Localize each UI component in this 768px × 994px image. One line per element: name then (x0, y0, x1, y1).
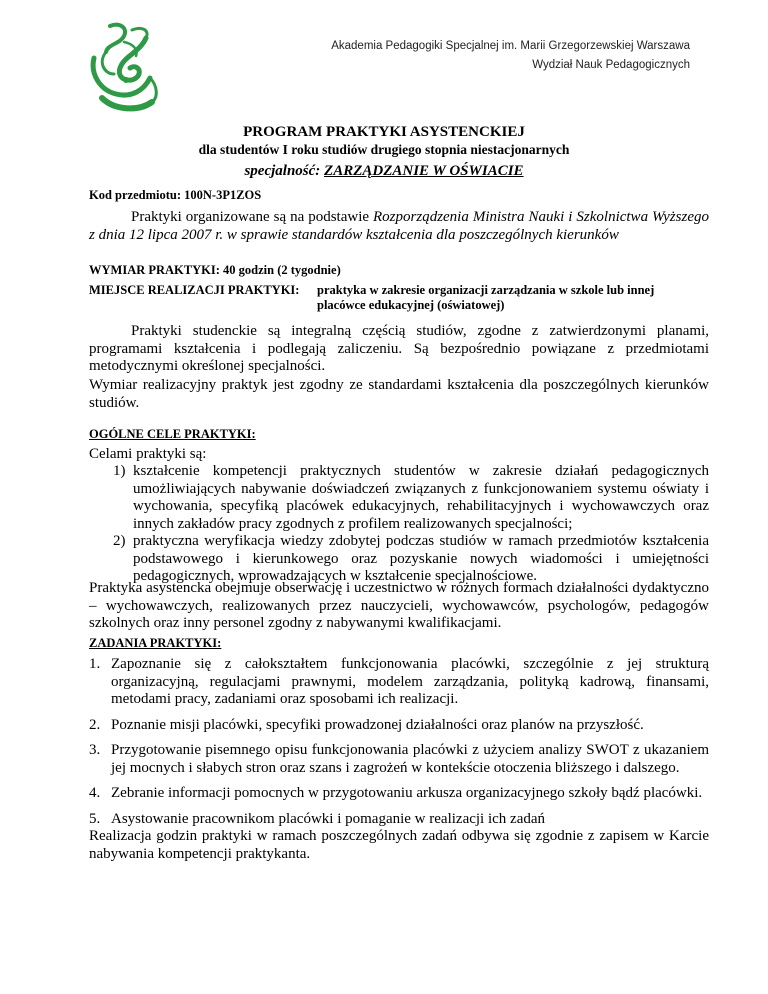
place-value-line1: praktyka w zakresie organizacji zarządzania w szkole lub innej (317, 283, 655, 297)
intro-paragraph: Praktyki studenckie są integralną częścią studiów, zgodne z zatwierdzonymi planami, programami kształcenia i podlegają zaliczeniu. Są bezpośrednio powiązane z przedmiotami metodycznymi określonej specjalności. (89, 323, 709, 374)
specialty-value: ZARZĄDZANIE W OŚWIACIE (324, 163, 524, 179)
basis-regulation: Rozporządzenia Ministra Nauki i Szkolnictwa Wyższego z dnia 12 lipca 2007 r. w sprawie standardów kształcenia dla poszczególnych kierunków (89, 209, 709, 243)
list-item-number: 2. (89, 716, 101, 733)
scope-paragraph: Wymiar realizacyjny praktyk jest zgodny ze standardami kształcenia dla poszczególnych kierunków studiów. (89, 377, 709, 411)
list-item-text: kształcenie kompetencji praktycznych studentów w zakresie działań pedagogicznych umożliwiających nabywanie doświadczeń związanych z funkcjonowaniem systemu oświaty i wychowania, specyfiką placówek edukacyjnych, rehabilitacyjnych i wychowawczych oraz innych zakładów pracy zgodnych z profilem realizowanych specjalności; (133, 463, 709, 532)
place-label: MIEJSCE REALIZACJI PRAKTYKI: (89, 283, 300, 297)
list-item (89, 742, 709, 777)
goals-heading: OGÓLNE CELE PRAKTYKI: (89, 427, 256, 441)
place-value (317, 283, 707, 313)
list-item-number: 2) (113, 533, 126, 549)
specialty-line (0, 163, 768, 180)
faculty-name: Wydział Nauk Pedagogicznych (532, 59, 690, 71)
scope-value: 40 godzin (2 tygodnie) (223, 263, 341, 277)
list-item-number: 1. (89, 656, 101, 672)
basis-text: Praktyki organizowane są na podstawie (131, 209, 374, 225)
list-item (89, 463, 709, 533)
list-item-text: Poznanie misji placówki, specyfiki prowadzonej działalności oraz planów na przyszłość. (111, 716, 644, 733)
goals-intro: Celami praktyki są: (89, 446, 207, 462)
list-item (89, 717, 709, 735)
basis-paragraph (89, 209, 709, 244)
program-subtitle: dla studentów I roku studiów drugiego stopnia niestacjonarnych (198, 142, 570, 157)
list-item-text: Przygotowanie pisemnego opisu funkcjonowania placówki z użyciem analizy SWOT z ukazaniem jej mocnych i słabych stron oraz szans i zagrożeń w kontekście otoczenia bliższego i dalszego. (111, 742, 709, 776)
program-title: PROGRAM PRAKTYKI ASYSTENCKIEJ (243, 124, 525, 140)
list-item-number: 1) (113, 463, 126, 479)
institution-header (331, 37, 690, 75)
list-item-text: Asystowanie pracownikom placówki i pomaganie w realizacji ich zadań (111, 810, 546, 827)
assistant-paragraph: Praktyka asystencka obejmuje obserwację i uczestnictwo w różnych formach działalności dydaktyczno – wychowawczych, realizowanych przez nauczycieli, wychowawców, psychologów, pedagogów szkolnych oraz inny personel zgodny z nabywanymi kwalifikacjami. (89, 580, 709, 631)
list-item (89, 811, 709, 829)
course-code: Kod przedmiotu: 100N-3P1ZOS (89, 188, 262, 202)
specialty-label: specjalność: (244, 163, 321, 179)
closing-paragraph: Realizacja godzin praktyki w ramach poszczególnych zadań odbywa się zgodnie z zapisem w Karcie nabywania kompetencji praktykanta. (89, 828, 709, 862)
list-item-text: Zebranie informacji pomocnych w przygotowaniu arkusza organizacyjnego szkoły bądź placówki. (111, 785, 703, 801)
place-line (89, 283, 729, 313)
list-item (89, 533, 709, 586)
list-item (89, 785, 709, 803)
goals-list (89, 463, 709, 586)
list-item-number: 4. (89, 785, 101, 801)
tasks-heading: ZADANIA PRAKTYKI: (89, 636, 222, 650)
list-item (89, 656, 709, 709)
scope-line (89, 263, 341, 278)
list-item-number: 3. (89, 742, 101, 758)
tasks-list (89, 656, 709, 836)
list-item-text: Zapoznanie się z całokształtem funkcjonowania placówki, szczególnie z jej strukturą organizacyjną, regulacjami prawnymi, modelem zarządzania, polityką kadrową, finansami, metodami pracy, zadaniami oraz sposobami ich realizacji. (111, 656, 709, 707)
place-value-line2: placówce edukacyjnej (oświatowej) (317, 298, 505, 312)
aps-logo-icon (80, 18, 172, 118)
list-item-text: praktyczna weryfikacja wiedzy zdobytej podczas studiów w ramach przedmiotów kształcenia podstawowego i kierunkowego oraz pozyskanie nowych wiadomości i umiejętności pedagogicznych, wprowadzających w kształcenie specjalnościowe. (133, 533, 709, 584)
institution-name: Akademia Pedagogiki Specjalnej im. Marii Grzegorzewskiej Warszawa (331, 40, 690, 52)
list-item-number: 5. (89, 810, 101, 827)
scope-label: WYMIAR PRAKTYKI: (89, 263, 220, 277)
